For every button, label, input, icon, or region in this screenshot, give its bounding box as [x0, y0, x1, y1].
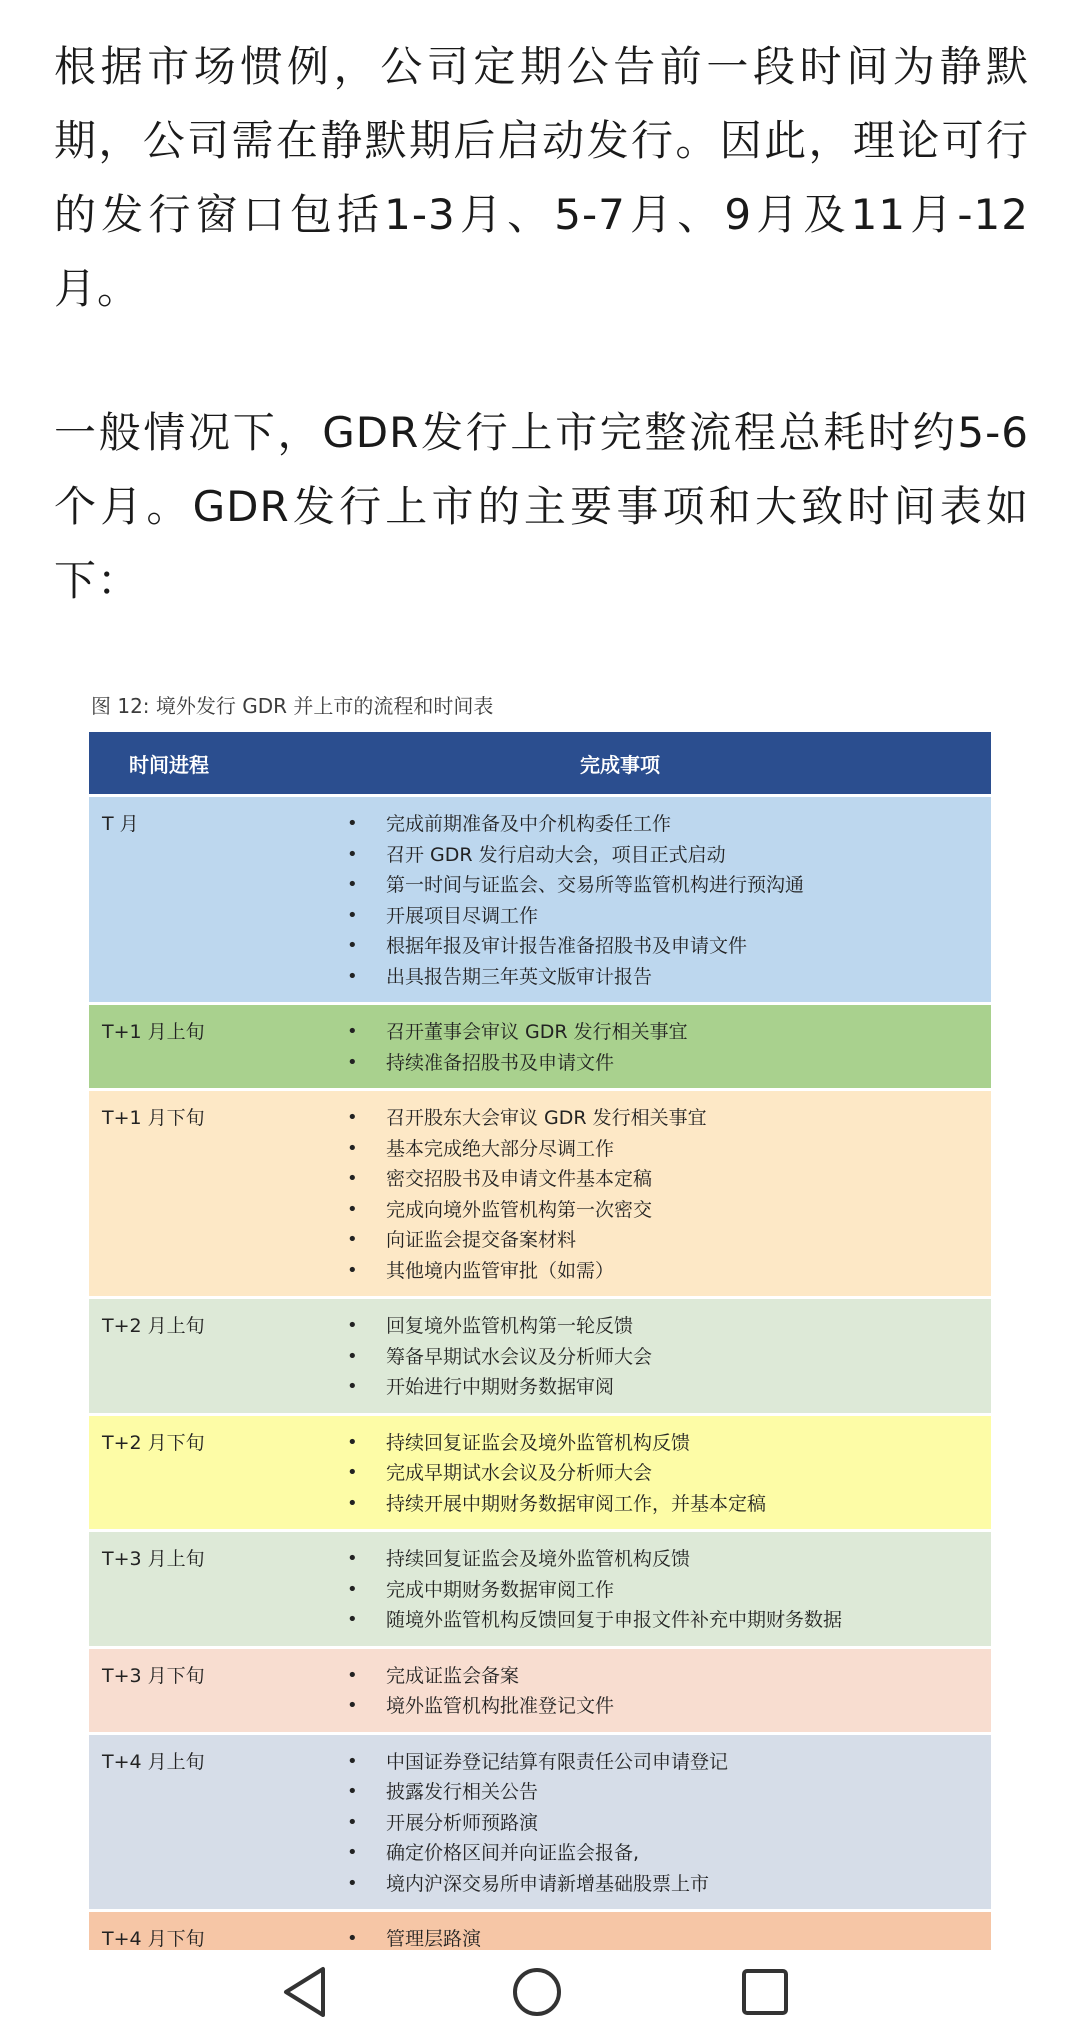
task-item: • 持续回复证监会及境外监管机构反馈 — [249, 1544, 991, 1575]
tasks-cell — [249, 1298, 991, 1415]
task-item: • 完成中期财务数据审阅工作 — [249, 1575, 991, 1606]
tasks-cell — [249, 1004, 991, 1090]
task-item: • 回复境外监管机构第一轮反馈 — [249, 1311, 991, 1342]
table-row — [89, 1733, 991, 1911]
time-cell: T+3 月上旬 — [89, 1531, 249, 1648]
task-list — [249, 1103, 991, 1286]
time-cell: T+4 月上旬 — [89, 1733, 249, 1911]
task-item: • 出具报告期三年英文版审计报告 — [249, 962, 991, 993]
tasks-cell — [249, 1531, 991, 1648]
task-item: • 开始进行中期财务数据审阅 — [249, 1372, 991, 1403]
task-list — [249, 1428, 991, 1520]
table-row — [89, 1414, 991, 1531]
task-item: • 持续开展中期财务数据审阅工作，并基本定稿 — [249, 1489, 991, 1520]
task-item: • 完成向境外监管机构第一次密交 — [249, 1195, 991, 1226]
column-header-tasks: 完成事项 — [249, 732, 991, 796]
table-row — [89, 1090, 991, 1298]
figure-timeline — [89, 688, 991, 2026]
time-cell: T+1 月下旬 — [89, 1090, 249, 1298]
task-item: • 中国证券登记结算有限责任公司申请登记 — [249, 1747, 991, 1778]
task-item: • 披露发行相关公告 — [249, 1777, 991, 1808]
task-item: • 完成证监会备案 — [249, 1661, 991, 1692]
task-item: • 召开股东大会审议 GDR 发行相关事宜 — [249, 1103, 991, 1134]
task-item: • 筹备早期试水会议及分析师大会 — [249, 1342, 991, 1373]
time-cell: T 月 — [89, 796, 249, 1004]
task-item: • 确定价格区间并向证监会报备, — [249, 1838, 991, 1869]
timeline-table — [89, 732, 991, 2026]
task-list — [249, 1661, 991, 1722]
recents-button[interactable] — [725, 1950, 805, 2033]
article-paragraph: 一般情况下，GDR发行上市完整流程总耗时约5-6个月。GDR发行上市的主要事项和大致时间表如下： — [54, 408, 1029, 605]
back-button[interactable] — [265, 1950, 345, 2033]
table-header-row — [89, 732, 991, 796]
task-item: • 向证监会提交备案材料 — [249, 1225, 991, 1256]
table-row — [89, 1004, 991, 1090]
tasks-cell — [249, 1733, 991, 1911]
table-body — [89, 796, 991, 2026]
column-header-time: 时间进程 — [89, 732, 249, 796]
task-list — [249, 1544, 991, 1636]
figure-caption: 图 12: 境外发行 GDR 并上市的流程和时间表 — [91, 694, 494, 718]
home-button[interactable] — [497, 1950, 577, 2033]
table-row — [89, 1647, 991, 1733]
task-item: • 持续回复证监会及境外监管机构反馈 — [249, 1428, 991, 1459]
task-item: • 根据年报及审计报告准备招股书及申请文件 — [249, 931, 991, 962]
task-item: • 境外监管机构批准登记文件 — [249, 1691, 991, 1722]
task-item: • 随境外监管机构反馈回复于申报文件补充中期财务数据 — [249, 1605, 991, 1636]
time-cell: T+4 月下旬 — [89, 1911, 249, 2026]
task-list — [249, 809, 991, 992]
task-item: • 召开 GDR 发行启动大会，项目正式启动 — [249, 840, 991, 871]
task-item: • 境内沪深交易所申请新增基础股票上市 — [249, 1869, 991, 1900]
table-row — [89, 1298, 991, 1415]
time-cell: T+1 月上旬 — [89, 1004, 249, 1090]
task-item: • 管理层路演 — [249, 1924, 991, 1955]
home-icon — [511, 1966, 563, 2018]
task-list — [249, 1017, 991, 1078]
task-list — [249, 1311, 991, 1403]
tasks-cell — [249, 1414, 991, 1531]
task-item: • 密交招股书及申请文件基本定稿 — [249, 1164, 991, 1195]
task-item: • 完成早期试水会议及分析师大会 — [249, 1458, 991, 1489]
time-cell: T+3 月下旬 — [89, 1647, 249, 1733]
article-body — [54, 30, 1029, 618]
table-row — [89, 796, 991, 1004]
tasks-cell — [249, 1090, 991, 1298]
time-cell: T+2 月上旬 — [89, 1298, 249, 1415]
task-item: • 召开董事会审议 GDR 发行相关事宜 — [249, 1017, 991, 1048]
task-item: • 开展分析师预路演 — [249, 1808, 991, 1839]
back-icon — [282, 1966, 328, 2018]
table-row — [89, 1531, 991, 1648]
article-paragraph: 根据市场惯例，公司定期公告前一段时间为静默期，公司需在静默期后启动发行。因此，理论可行的发行窗口包括1-3月、5-7月、9月及11月-12月。 — [54, 42, 1029, 313]
tasks-cell — [249, 796, 991, 1004]
task-item: • 其他境内监管审批（如需） — [249, 1256, 991, 1287]
task-list — [249, 1747, 991, 1900]
system-nav-bar — [0, 1950, 1080, 2033]
task-item: • 完成前期准备及中介机构委任工作 — [249, 809, 991, 840]
time-cell: T+2 月下旬 — [89, 1414, 249, 1531]
task-item: • 第一时间与证监会、交易所等监管机构进行预沟通 — [249, 870, 991, 901]
task-item: • 开展项目尽调工作 — [249, 901, 991, 932]
task-item: • 持续准备招股书及申请文件 — [249, 1048, 991, 1079]
tasks-cell — [249, 1647, 991, 1733]
task-item: • 基本完成绝大部分尽调工作 — [249, 1134, 991, 1165]
recents-icon — [739, 1966, 791, 2018]
